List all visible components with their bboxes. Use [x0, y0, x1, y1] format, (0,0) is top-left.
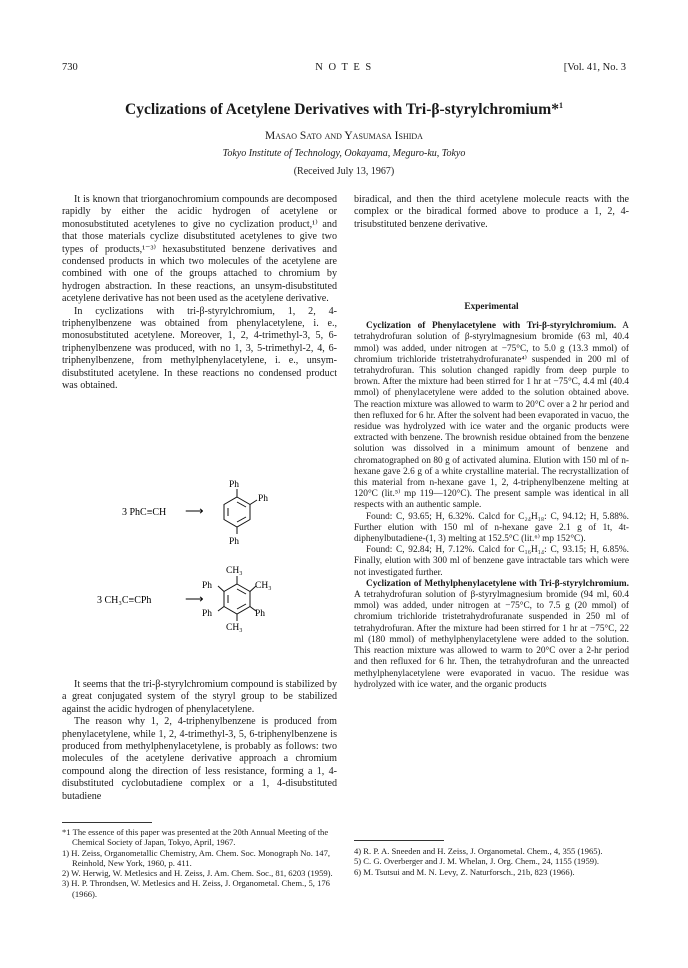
paragraph: It seems that the tri-β-styrylchromium compound is stabilized by a great conjugated system of the styryl group to be stabilized against the acidic hydrogen of phenylacetylene. [62, 679, 337, 715]
reaction-scheme [62, 478, 337, 674]
paragraph: Found: C, 93.65; H, 6.32%. Calcd for C₂₄H₁₈: C, 94.12; H, 5.88%. Further elution with 150 ml of n-hexane gave 2.1 g of 1t, 4t-diphenylbutadiene-(1, 3) melting at 152.5°C (lit.⁶⁾ mp 152°C). [354, 511, 629, 545]
received-date: (Received July 13, 1967) [293, 166, 395, 177]
ph-label: Ph [202, 609, 213, 619]
reagent-1: 3 PhC≡CH [122, 507, 167, 518]
title-footnote-mark: 1 [558, 101, 563, 110]
paragraph: In cyclizations with tri-β-styrylchromium, 1, 2, 4-triphenylbenzene was obtained from phenylacetylene, i. e., monosubstituted acetylene. Moreover, 1, 2, 4-trimethyl-3, 5, 6-triphenylbenzene was produced, with no 1, 3, 5-trimethyl-2, 4, 6-triphenylbenzene, from methylphenylacetylene, i. e., unsym-disubstituted acetylene. In these reactions no condensed product was obtained. [62, 305, 337, 392]
running-header [62, 62, 626, 76]
volume-label: [Vol. 41, No. 3 [563, 62, 626, 73]
footnote: 4) R. P. A. Sneeden and H. Zeiss, J. Organometal. Chem., 4, 355 (1965). [354, 846, 603, 856]
ph-label: Ph [258, 494, 269, 504]
paragraph: Cyclization of Phenylacetylene with Tri-β-styrylchromium. A tetrahydrofuran solution of β-styrylmagnesium bromide (63 ml, 40.4 mmol) was added, under nitrogen at −75°C, to 5.0 g (13.3 mmol) of chromium trichloride tristetrahydrofuranate⁴⁾ suspended in 200 ml of tetrahydrofuran. This solution changed rapidly from deep purple to brown. After the mixture had been stirred for 1 hr at −75°C, 4.4 ml (40.4 mmol) of phenylacetylene were added to the solution obtained above. The reaction mixture was allowed to warm to 20°C over a 2 hr period and then refluxed for 6 hr. After the solvent had been evaporated in vacuo, the residue was hydrolyzed with ice water and the organic products were extracted with benzene. The brownish residue obtained from the benzene solution was dissolved in a minimum amount of benzene and chromatographed on 80 g of activated alumina. Elution with 150 ml of n-hexane gave 2.6 g of a white crystalline material. The recrystallization of this material from n-hexane gave 1, 2, 4-triphenylbenzene melting at 120°C (lit.⁵⁾ mp 119—120°C). The present sample was identical in all respects with an authentic sample. [354, 321, 629, 511]
footnote-rule [62, 822, 152, 823]
left-column-text [62, 194, 337, 393]
reaction-arrow-1: ⟶ [185, 503, 204, 518]
ch3-label: CH₃ [226, 566, 243, 576]
reagent-2: 3 CH₃C≡CPh [97, 595, 152, 606]
triphenylbenzene-structure [224, 489, 257, 534]
footnote: 5) C. G. Overberger and J. M. Whelan, J. Org. Chem., 24, 1155 (1959). [354, 856, 600, 867]
page-number: 730 [62, 62, 78, 73]
section-label: N O T E S [315, 62, 373, 73]
footnotes-right [354, 846, 629, 877]
authors: Masao Sato and Yasumasa Ishida [265, 130, 423, 142]
footnotes-left [62, 827, 337, 899]
footnote: 6) M. Tsutsui and M. N. Levy, Z. Naturforsch., 21b, 823 (1966). [354, 866, 575, 877]
trimethyltriphenylbenzene-structure [218, 576, 256, 621]
experimental-section [354, 302, 629, 691]
footnote: 2) W. Herwig, W. Metlesics and H. Zeiss, J. Am. Chem. Soc., 81, 6203 (1959). [62, 868, 333, 879]
ph-label: Ph [229, 480, 240, 490]
paragraph: Found: C, 92.84; H, 7.12%. Calcd for C₁₆H₁₄: C, 93.15; H, 6.85%. Finally, elution with 300 ml of benzene gave intractable tars which were not investigated further. [354, 545, 629, 578]
paragraph: biradical, and then the third acetylene molecule reacts with the complex or the biradical formed above to produce a 1, 2, 4-trisubstituted benzene derivative. [354, 194, 629, 230]
footnote: *1 The essence of this paper was presented at the 20th Annual Meeting of the Chemical Society of Japan, Tokyo, April, 1967. [62, 827, 329, 848]
ch3-label: CH₃ [255, 581, 272, 591]
right-column-intro [354, 194, 629, 231]
ph-label: Ph [202, 581, 213, 591]
paragraph: It is known that triorganochromium compounds are decomposed rapidly by either the acidic hydrogen of acetylene or monosubstituted acetylenes to give no cyclization product,¹⁾ and that those materials cyclize disubstituted acetylenes to give two types of products,¹⁻³⁾ hexasubstituted benzene derivatives and condensed products in which two molecules of the acetylene are combined with one of the groups attached to chromium by hydrogen abstraction. In these reactions, an unsym-disubstituted acetylene derivative has not been used as the acetylene derivative. [62, 194, 337, 305]
footnote: 3) H. P. Throndsen, W. Metlesics and H. Zeiss, J. Organometal. Chem., 5, 176 (1966). [62, 878, 330, 899]
affiliation: Tokyo Institute of Technology, Ookayama, Meguro-ku, Tokyo [222, 148, 466, 159]
paragraph: The reason why 1, 2, 4-triphenylbenzene is produced from phenylacetylene, while 1, 2, 4-trimethyl-3, 5, 6-triphenylbenzene is produced from methylphenylacetylene, is probably as follows: two molecules of the acetylene derivative approach a chromium compound along the direction of less resistance, forming a 1, 4-disubstituted cyclobutadiene complex or a 1, 4-disubstituted butadiene [62, 716, 337, 802]
ph-label: Ph [255, 609, 266, 619]
article-title: Cyclizations of Acetylene Derivatives with Tri-β-styrylchromium*$^1$ [125, 101, 563, 119]
subheading: Cyclization of Phenylacetylene with Tri-β-styrylchromium. [366, 321, 617, 332]
footnote: 1) H. Zeiss, Organometallic Chemistry, Am. Chem. Soc. Monograph No. 147, Reinhold, New York, 1960, p. 411. [62, 847, 331, 868]
section-heading: Experimental [464, 302, 519, 312]
paragraph: Cyclization of Methylphenylacetylene with Tri-β-styrylchromium. A tetrahydrofuran solution of β-styrylmagnesium bromide (94 ml, 60.4 mmol) was added, under nitrogen at −75°C, to 7.5 g (20 mmol) of chromium trichloride tristetrahydrofuranate suspended in 250 ml of tetrahydrofuran. After the mixture had been stirred for 1 hr at −75°C, 22 ml (180 mmol) of methylphenylacetylene were added to the solution. This reaction mixture was allowed to warm to 20°C over a 2-hr period and then refluxed for 6 hr. Then, the tetrahydrofuran and the unreacted methylphenylacetylene were evaporated in vacuo. The residue was hydrolyzed with ice water, and the organic products [354, 578, 629, 690]
reaction-arrow-2: ⟶ [185, 591, 204, 606]
left-column-text-lower [62, 679, 337, 803]
subheading: Cyclization of Methylphenylacetylene with Tri-β-styrylchromium. [366, 578, 629, 589]
footnote-rule [354, 840, 444, 841]
ch3-label: CH₃ [226, 623, 243, 633]
ph-label: Ph [229, 537, 240, 547]
